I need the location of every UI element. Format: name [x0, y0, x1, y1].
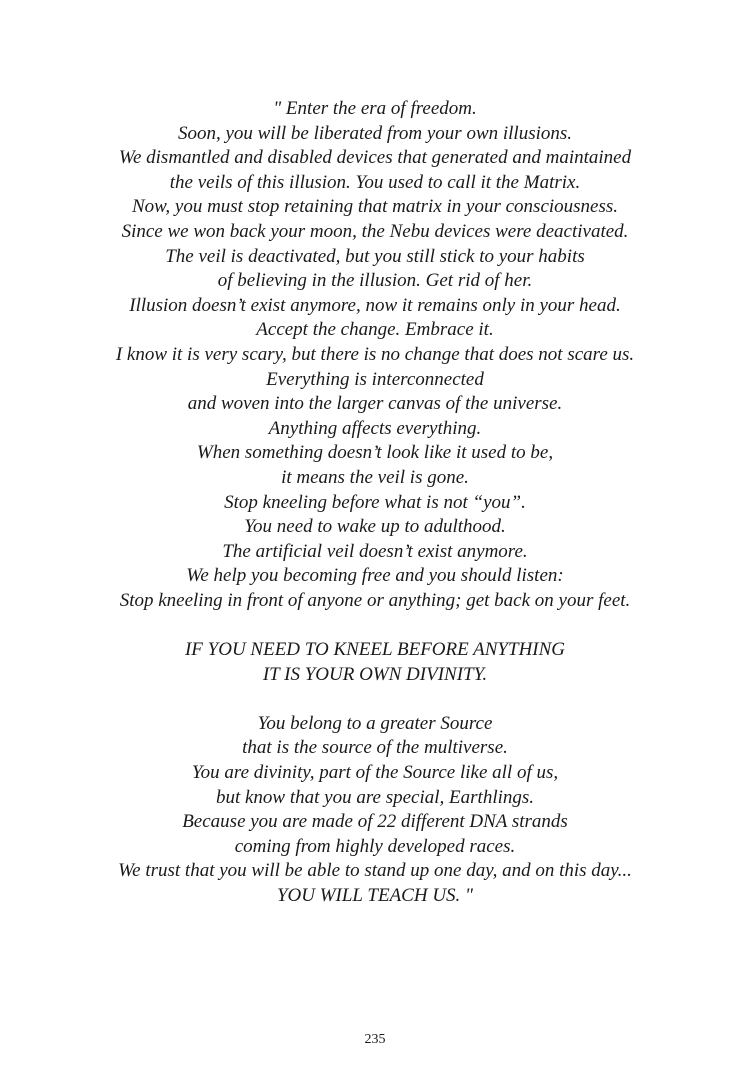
poem-line: it means the veil is gone.: [281, 466, 469, 488]
poem-line: You belong to a greater Source: [257, 712, 493, 734]
poem-line: You are divinity, part of the Source like all of us,: [191, 762, 559, 784]
poem-line: that is the source of the multiverse.: [242, 737, 508, 759]
poem-line: Stop kneeling in front of anyone or anything; get back on your feet.: [119, 589, 631, 611]
poem-line: You need to wake up to adulthood.: [244, 516, 506, 538]
poem-line: We trust that you will be able to stand up one day, and on this day...: [118, 860, 632, 882]
poem-line: " Enter the era of freedom.: [273, 98, 477, 119]
poem-line: Accept the change. Embrace it.: [256, 319, 494, 341]
stanza-break: [0, 687, 750, 712]
poem-line: We help you becoming free and you should listen:: [186, 565, 564, 587]
stanza-break: [0, 613, 750, 638]
poem-line: We dismantled and disabled devices that generated and maintained: [118, 147, 632, 169]
poem-line: Because you are made of 22 different DNA strands: [182, 811, 568, 833]
poem-line: Everything is interconnected: [266, 368, 484, 390]
emphasis-line: IF YOU NEED TO KNEEL BEFORE ANYTHING: [184, 639, 566, 661]
page-number: 235: [364, 1032, 386, 1047]
poem-line: Since we won back your moon, the Nebu devices were deactivated.: [121, 220, 629, 242]
poem-line: Stop kneeling before what is not “you”.: [224, 491, 526, 513]
poem-line: Illusion doesn’t exist anymore, now it remains only in your head.: [129, 294, 621, 316]
poem-line: coming from highly developed races.: [234, 835, 516, 857]
poem-line: The veil is deactivated, but you still stick to your habits: [165, 245, 585, 267]
poem-line: of believing in the illusion. Get rid of her.: [217, 270, 533, 292]
poem-line: When something doesn’t look like it used to be,: [196, 442, 554, 464]
poem-line: Now, you must stop retaining that matrix in your consciousness.: [131, 196, 619, 218]
poem-text: [0, 97, 750, 909]
poem-line: the veils of this illusion. You used to call it the Matrix.: [169, 171, 581, 193]
poem-line: but know that you are special, Earthlings.: [215, 786, 535, 808]
emphasis-line: IT IS YOUR OWN DIVINITY.: [262, 663, 488, 685]
poem-line: Anything affects everything.: [268, 417, 482, 439]
poem-line: I know it is very scary, but there is no change that does not scare us.: [115, 343, 635, 365]
poem-line: The artificial veil doesn’t exist anymore.: [222, 540, 528, 562]
poem-line: and woven into the larger canvas of the universe.: [187, 393, 563, 415]
poem-line: Soon, you will be liberated from your own illusions.: [177, 122, 573, 144]
poem-line: YOU WILL TEACH US. ": [276, 885, 474, 906]
